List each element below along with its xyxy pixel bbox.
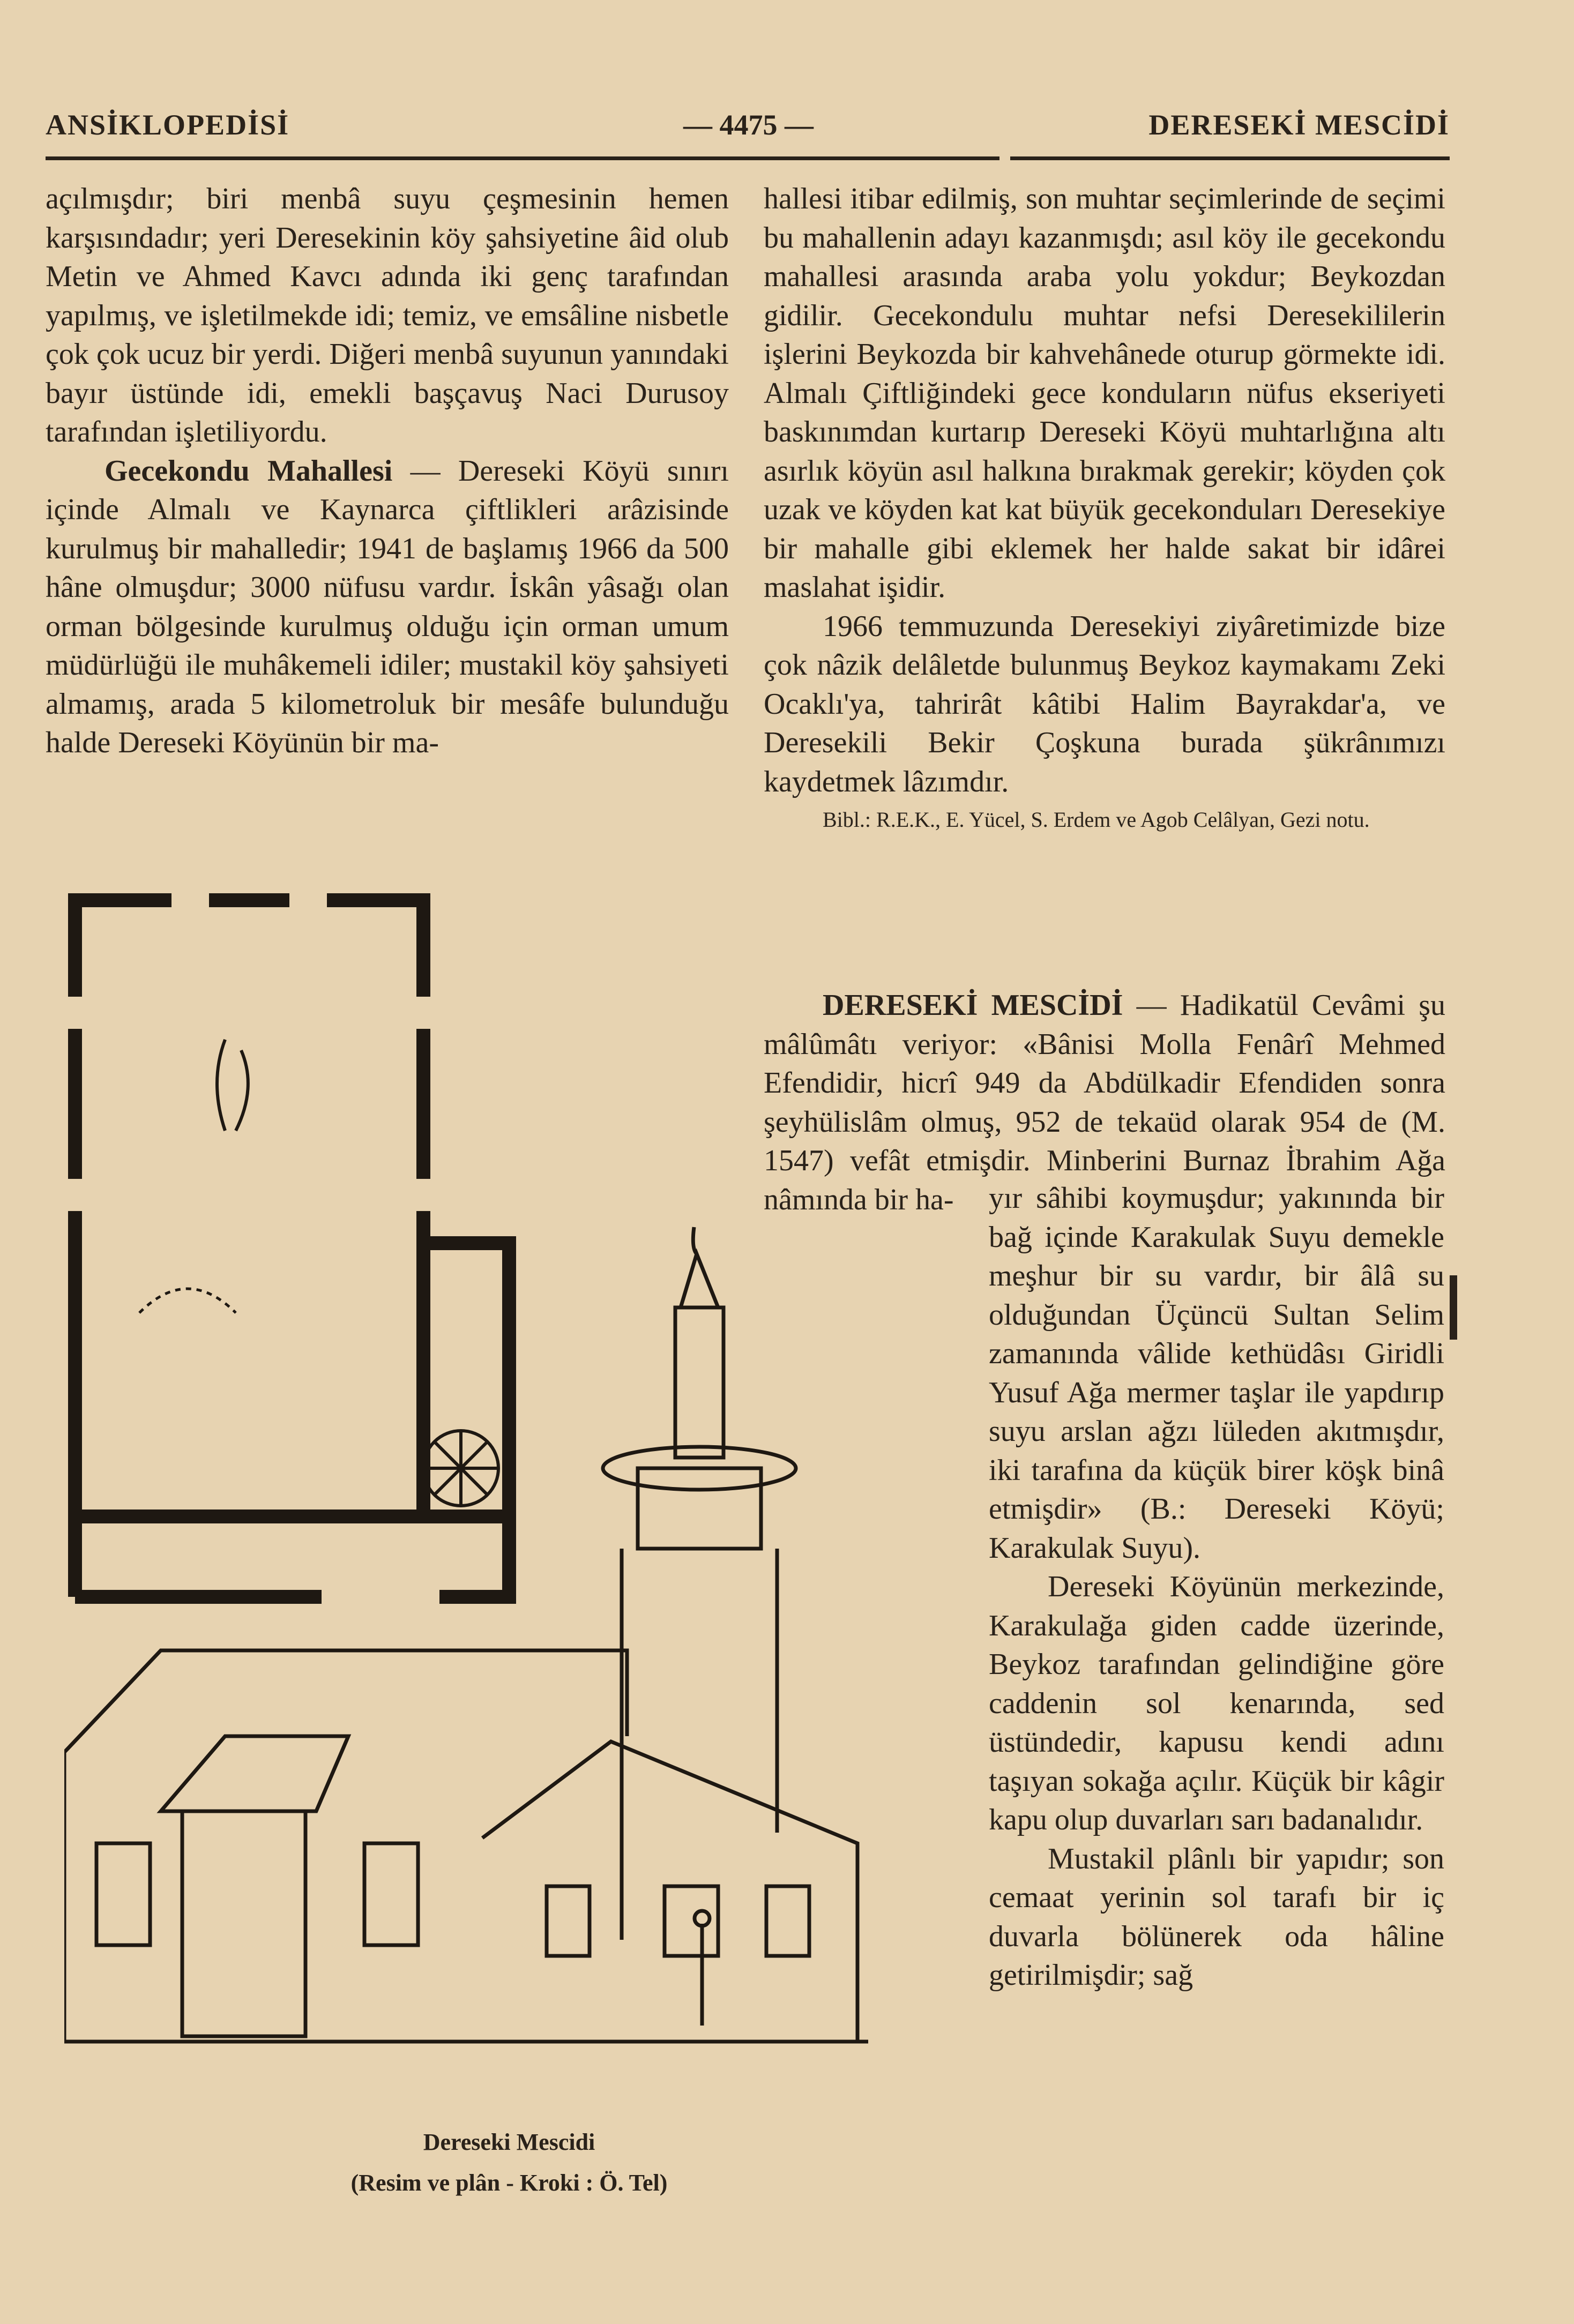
- caption-title: Dereseki Mescidi: [423, 2129, 595, 2155]
- plan-prayer-hall: [75, 900, 423, 1516]
- right-paragraph-2: 1966 temmuzunda Deresekiyi ziyâretimizde bize çok nâzik delâletde bulunmuş Beykoz kaymakamı Zeki Ocaklı'ya, tahrirât kâtibi Halim Bayrakdar'a, ve Deresekili Bekir Çoşkuna burada şükrânımızı kaydetmek lâzımdır.: [764, 609, 1445, 798]
- right-column-text: [764, 180, 1445, 839]
- floor-plan: [75, 900, 509, 1597]
- plan-entry-room: [423, 1516, 509, 1597]
- caption-credit: (Resim ve plân - Kroki : Ö. Tel): [350, 2170, 668, 2196]
- gecekondu-text: — Dereseki Köyü sınırı içinde Almalı ve Kaynarca çiftlikleri arâzisinde kurulmuş bir mahalledir; 1941 de başlamış 1966 da 500 hâne olmuşdur; 3000 nüfusu vardır. İskân yâsağı olan orman bölgesinde kurulmuş olduğu için orman umum müdürlüğü ile muhâkemeli idiler; mustakil köy şahsiyeti almamış, arada 5 kilometroluk bir mesâfe bulunduğu halde Dereseki Köyünün bir ma-: [46, 454, 729, 759]
- bibliography: Bibl.: R.E.K., E. Yücel, S. Erdem ve Agob Celâlyan, Gezi notu.: [823, 808, 1370, 832]
- minaret-stair-plan: [423, 1431, 498, 1506]
- narrow-paragraph-2: Dereseki Köyünün merkezinde, Karakulağa giden cadde üzerinde, Beykoz tarafından gelindiğine göre caddenin sol kenarında, sed üstündedir, kapusu kendi adını taşıyan sokağa açılır. Küçük bir kâgir kapu olup duvarları sarı badanalıdır.: [989, 1570, 1444, 1836]
- page-number: — 4475 —: [683, 109, 814, 141]
- header-rule-left: [46, 156, 999, 160]
- plan-windows: [68, 893, 431, 1211]
- mosque-elevation: [64, 1650, 868, 2042]
- narrow-paragraph-3: Mustakil plânlı bir yapıdır; son cemaat yerinin sol tarafı bir iç duvarla bölünerek oda hâline getirilmişdir; sağ: [989, 1842, 1444, 1992]
- header-rule-right: [1010, 156, 1450, 160]
- mihrab-arc: [139, 1289, 236, 1313]
- figure-caption: [279, 2122, 740, 2203]
- right-paragraph-1: hallesi itibar edilmiş, son muhtar seçimlerinde de seçimi bu mahallenin adayı kazanmışdı; asıl köy ile gecekondu mahallesi arasında araba yolu yokdur; Beykozdan gidilir. Gecekondulu muhtar nefsi Deresekililerin işlerini Beykozda bir kahvehânede oturup görmekte idi. Almalı Çiftliğindeki gece konduların nüfus ekseriyeti baskınımdan kurtarıp Dereseki Köyü muhtarlığına altı asırlık köyün asıl halkına bırakmak gerekir; köyden çok uzak ve köyden kat kat büyük gecekonduları Deresekiye bir mahalle gibi eklemek her halde sakat bir idârei maslahat işidir.: [764, 182, 1445, 604]
- minbar-sketch: [217, 1040, 248, 1131]
- gecekondu-heading: Gecekondu Mahallesi: [105, 454, 393, 488]
- mescidi-text: — Hadikatül Cevâmi şu mâlûmâtı veriyor: «Bânisi Molla Fenârî Mehmed Efendidir, hicrî 949 da Abdülkadir Efendiden sonra şeyhülislâm olmuş, 952 de tekaüd olarak 954 de (M. 1547) vefât etmişdir. Minberini Burnaz İbrahim Ağa nâmında bir ha-: [764, 989, 1445, 1216]
- margin-mark: [1450, 1275, 1457, 1340]
- running-header: [46, 102, 1450, 150]
- mescidi-entry-continued: [989, 1179, 1444, 1995]
- header-encyclopedia: ANSİKLOPEDİSİ: [46, 109, 290, 141]
- left-paragraph-1: açılmışdır; biri menbâ suyu çeşmesinin hemen karşısındadır; yeri Deresekinin köy şahsiyetine âid olub Metin ve Ahmed Kavcı adında iki genç tarafından yapılmış, ve işletilmekde idi; temiz, ve emsâline nisbetle çok çok ucuz bir yerdi. Diğeri menbâ suyunun yanındaki bayır üstünde idi, emekli başçavuş Naci Durusoy tarafından işletiliyordu.: [46, 182, 729, 449]
- minaret-elevation: [603, 1227, 796, 1940]
- mescidi-heading: DERESEKİ MESCİDİ: [823, 989, 1123, 1022]
- header-entry-title: DERESEKİ MESCİDİ: [1148, 109, 1450, 141]
- narrow-paragraph-1: yır sâhibi koymuşdur; yakınında bir bağ içinde Karakulak Suyu demekle meşhur bir su vardır, bir âlâ su olduğundan Üçüncü Sultan Selim zamanında vâlide kethüdâsı Giridli Yusuf Ağa mermer taşlar ile yapdırıp suyu arslan ağzı lüleden akıtmışdır, iki tarafına da küçük birer köşk binâ etmişdir» (B.: Dereseki Köyü; Karakulak Suyu).: [989, 1182, 1444, 1565]
- left-column-text: [46, 180, 729, 763]
- left-paragraph-2: [46, 452, 729, 763]
- mosque-sketch-and-plan: [64, 879, 949, 2101]
